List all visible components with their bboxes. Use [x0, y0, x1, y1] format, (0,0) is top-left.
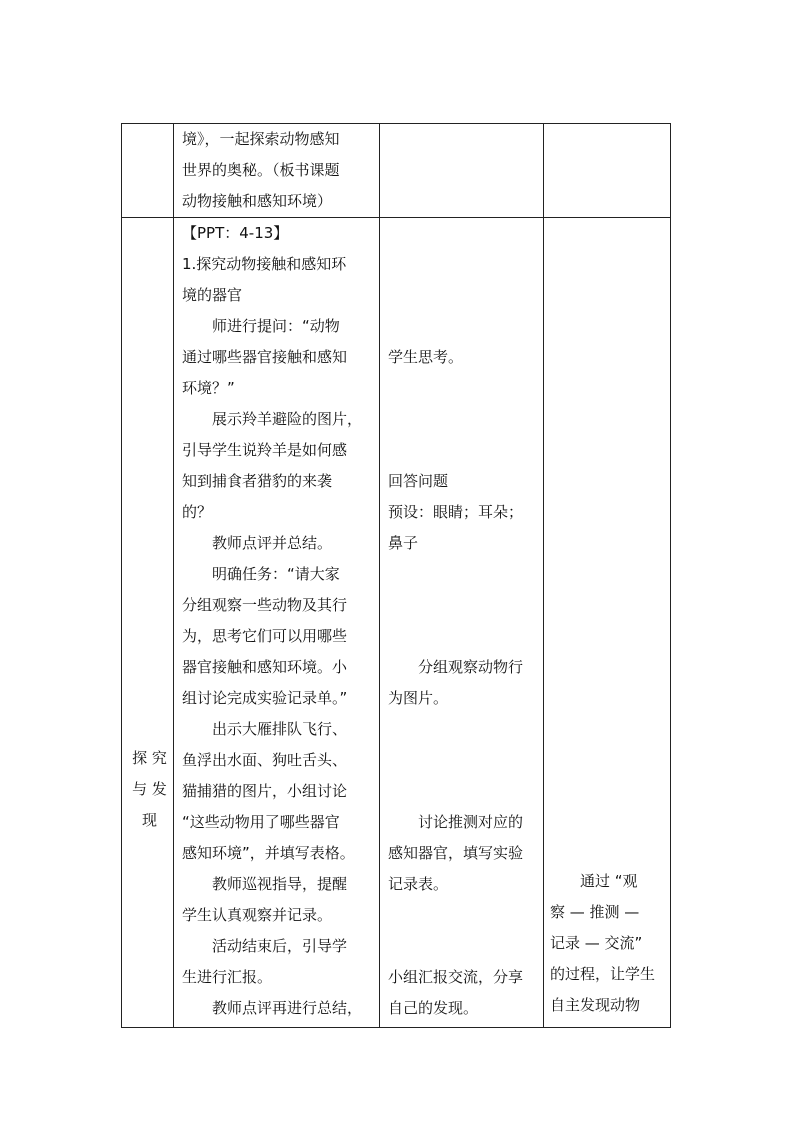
student-text-line — [388, 404, 537, 435]
purpose-line: 自主发现动物 — [550, 996, 641, 1014]
teacher-text-line: 鱼浮出水面、狗吐舌头、 — [182, 751, 348, 769]
text-line: 动物接触和感知环境） — [182, 192, 333, 210]
student-text-line — [388, 311, 537, 342]
teacher-activity-cell — [174, 218, 380, 1028]
teacher-text-line: 猫捕猎的图片，小组讨论 — [182, 782, 348, 800]
teacher-text-line: 活动结束后，引导学 — [182, 937, 348, 955]
teacher-text-line: 分组观察一些动物及其行 — [182, 596, 348, 614]
teacher-text-line: 知到捕食者猎豹的来袭 — [182, 472, 333, 490]
teacher-text-line: 师进行提问：“动物 — [182, 317, 340, 335]
student-text-line: 分组观察动物行 — [388, 658, 524, 676]
text-line: 境》，一起探索动物感知 — [182, 130, 340, 148]
student-text-line: 回答问题 — [388, 472, 449, 490]
stage-label: 现 — [141, 811, 157, 829]
teacher-text-line: 组讨论完成实验记录单。” — [182, 689, 348, 707]
teacher-text-line: 感知环境”，并填写表格。 — [182, 844, 355, 862]
student-text-line — [388, 714, 537, 745]
student-activity-cell — [380, 218, 544, 1028]
student-text-line: 学生思考。 — [388, 348, 464, 366]
design-purpose-cell — [544, 124, 671, 218]
purpose-line: 记录 — 交流” — [550, 934, 643, 952]
teacher-text-line: 展示羚羊避险的图片， — [182, 410, 363, 428]
teacher-text-line: 明确任务：“请大家 — [182, 565, 340, 583]
stage-label: 与 发 — [132, 780, 167, 798]
teacher-text-line: 1.探究动物接触和感知环 — [182, 255, 347, 273]
student-text-line — [388, 931, 537, 962]
teacher-activity-cell — [174, 124, 380, 218]
purpose-line: 通过 “观 — [550, 872, 638, 890]
student-text-line — [388, 373, 537, 404]
student-text-line — [388, 590, 537, 621]
teacher-text-line: 境的器官 — [182, 286, 243, 304]
student-text-line: 小组汇报交流，分享 — [388, 968, 524, 986]
lesson-plan-table — [121, 123, 671, 1028]
purpose-line: 的过程，让学生 — [550, 965, 656, 983]
teacher-text-line: 生进行汇报。 — [182, 968, 273, 986]
student-text-line — [388, 218, 537, 249]
table-row — [122, 124, 671, 218]
student-text-line — [388, 745, 537, 776]
student-text-line: 预设：眼睛；耳朵； — [388, 503, 524, 521]
teacher-text-line: 教师巡视指导，提醒 — [182, 875, 348, 893]
teacher-text-line: “这些动物用了哪些器官 — [182, 813, 340, 831]
student-text-line: 讨论推测对应的 — [388, 813, 524, 831]
design-purpose-cell — [544, 218, 671, 1028]
student-text-line: 鼻子 — [388, 534, 419, 552]
teacher-text-line: 教师点评再进行总结， — [182, 999, 363, 1017]
student-text-line: 为图片。 — [388, 689, 449, 707]
teacher-text-line: 为，思考它们可以用哪些 — [182, 627, 348, 645]
student-text-line — [388, 900, 537, 931]
teacher-text-line: 的？ — [182, 503, 213, 521]
student-text-line — [388, 280, 537, 311]
teacher-text-line: 引导学生说羚羊是如何感 — [182, 441, 348, 459]
purpose-line: 察 — 推测 — — [550, 903, 640, 921]
student-text-line — [388, 559, 537, 590]
student-text-line — [388, 621, 537, 652]
student-text-line: 感知器官，填写实验 — [388, 844, 524, 862]
text-line: 世界的奥秘。（板书课题 — [182, 161, 340, 179]
teacher-text-line: 教师点评并总结。 — [182, 534, 333, 552]
student-text-line — [388, 776, 537, 807]
teacher-text-line: 出示大雁排队飞行、 — [182, 720, 348, 738]
stage-label: 探 究 — [132, 749, 167, 767]
student-text-line: 自己的发现。 — [388, 999, 479, 1017]
teacher-text-line: 通过哪些器官接触和感知 — [182, 348, 348, 366]
teacher-text-line: 器官接触和感知环境。小 — [182, 658, 348, 676]
teacher-text-line: 学生认真观察并记录。 — [182, 906, 333, 924]
teacher-text-line: 【PPT：4-13】 — [182, 224, 289, 242]
stage-cell — [122, 124, 174, 218]
student-text-line: 记录表。 — [388, 875, 449, 893]
table-row — [122, 218, 671, 1028]
teacher-text-line: 环境？” — [182, 379, 235, 397]
student-text-line — [388, 435, 537, 466]
stage-cell — [122, 218, 174, 1028]
student-text-line — [388, 249, 537, 280]
student-activity-cell — [380, 124, 544, 218]
